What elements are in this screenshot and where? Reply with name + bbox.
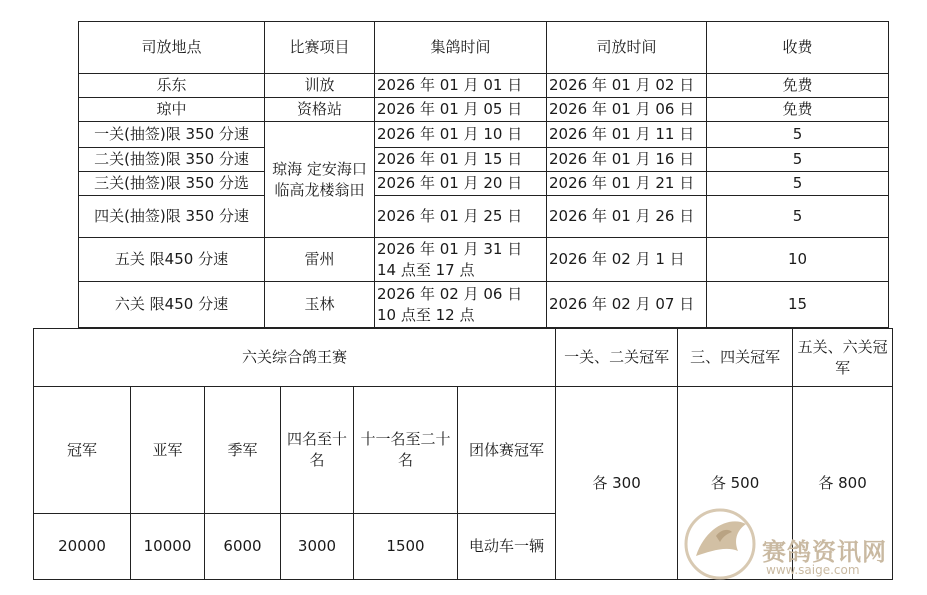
collect-cell: 2026 年 01 月 05 日 (375, 98, 547, 122)
rank-cell: 四名至十名 (281, 387, 354, 514)
location-cell: 四关(抽签)限 350 分速 (79, 196, 265, 238)
fee-cell: 15 (707, 282, 889, 328)
table-header-row (79, 22, 889, 74)
location-cell: 五关 限450 分速 (79, 238, 265, 282)
fee-cell: 免费 (707, 98, 889, 122)
header-fee: 收费 (707, 22, 889, 74)
event-cell: 资格站 (265, 98, 375, 122)
stage-prize-title: 五关、六关冠军 (793, 329, 893, 387)
event-cell: 雷州 (265, 238, 375, 282)
table-row (79, 172, 889, 196)
event-cell: 训放 (265, 74, 375, 98)
amount-cell: 20000 (34, 514, 131, 580)
table-row (79, 196, 889, 238)
table-row (79, 148, 889, 172)
fee-cell: 10 (707, 238, 889, 282)
rank-row (34, 387, 893, 514)
release-cell: 2026 年 01 月 02 日 (547, 74, 707, 98)
table-row (79, 282, 889, 328)
release-cell: 2026 年 01 月 11 日 (547, 122, 707, 148)
collect-cell: 2026 年 01 月 20 日 (375, 172, 547, 196)
location-cell: 一关(抽签)限 350 分速 (79, 122, 265, 148)
header-location: 司放地点 (79, 22, 265, 74)
rank-cell: 冠军 (34, 387, 131, 514)
amount-cell: 6000 (205, 514, 281, 580)
release-cell: 2026 年 02 月 1 日 (547, 238, 707, 282)
collect-cell: 2026 年 01 月 15 日 (375, 148, 547, 172)
header-release-time: 司放时间 (547, 22, 707, 74)
watermark-url: www.saige.com (766, 563, 860, 577)
rank-cell: 团体赛冠军 (458, 387, 556, 514)
main-prize-title: 六关综合鸽王赛 (34, 329, 556, 387)
fee-cell: 5 (707, 196, 889, 238)
stage-prize-amount: 各 300 (556, 387, 678, 580)
location-cell: 乐东 (79, 74, 265, 98)
fee-cell: 5 (707, 122, 889, 148)
table-row (79, 98, 889, 122)
location-cell: 二关(抽签)限 350 分速 (79, 148, 265, 172)
fee-cell: 免费 (707, 74, 889, 98)
prize-header-row (34, 329, 893, 387)
collect-cell: 2026 年 01 月 10 日 (375, 122, 547, 148)
table-row (79, 74, 889, 98)
event-cell: 琼海 定安海口临高龙楼翁田 (265, 122, 375, 238)
amount-cell: 3000 (281, 514, 354, 580)
stage-prize-amount: 各 800 (793, 387, 893, 580)
fee-cell: 5 (707, 172, 889, 196)
location-cell: 琼中 (79, 98, 265, 122)
release-cell: 2026 年 01 月 21 日 (547, 172, 707, 196)
collect-cell: 2026 年 01 月 31 日 14 点至 17 点 (375, 238, 547, 282)
table-row (79, 238, 889, 282)
amount-cell: 1500 (354, 514, 458, 580)
location-cell: 六关 限450 分速 (79, 282, 265, 328)
collect-cell: 2026 年 02 月 06 日 10 点至 12 点 (375, 282, 547, 328)
stage-prize-title: 一关、二关冠军 (556, 329, 678, 387)
rank-cell: 十一名至二十名 (354, 387, 458, 514)
event-cell: 玉林 (265, 282, 375, 328)
rank-cell: 亚军 (131, 387, 205, 514)
location-cell: 三关(抽签)限 350 分选 (79, 172, 265, 196)
collect-cell: 2026 年 01 月 01 日 (375, 74, 547, 98)
stage-prize-title: 三、四关冠军 (678, 329, 793, 387)
amount-cell: 10000 (131, 514, 205, 580)
fee-cell: 5 (707, 148, 889, 172)
release-cell: 2026 年 02 月 07 日 (547, 282, 707, 328)
release-cell: 2026 年 01 月 06 日 (547, 98, 707, 122)
release-cell: 2026 年 01 月 16 日 (547, 148, 707, 172)
watermark-name: 赛鸽资讯网 (762, 538, 887, 566)
release-cell: 2026 年 01 月 26 日 (547, 196, 707, 238)
header-event: 比赛项目 (265, 22, 375, 74)
amount-cell: 电动车一辆 (458, 514, 556, 580)
schedule-table (78, 21, 889, 328)
table-row (79, 122, 889, 148)
collect-cell: 2026 年 01 月 25 日 (375, 196, 547, 238)
rank-cell: 季军 (205, 387, 281, 514)
header-collect-time: 集鸽时间 (375, 22, 547, 74)
stage-prize-amount: 各 500 (678, 387, 793, 580)
